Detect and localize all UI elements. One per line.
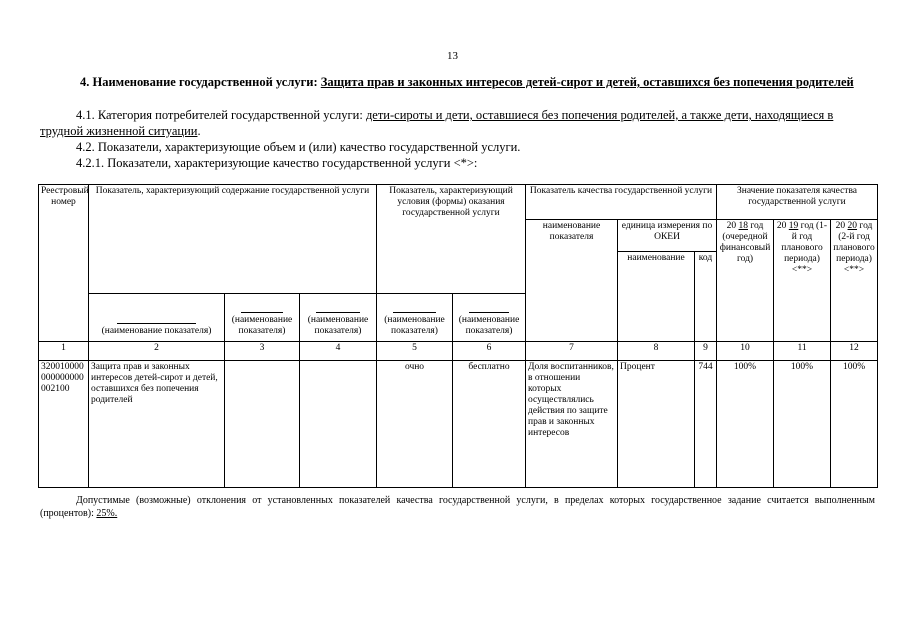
header-unit-okei: единица измерения по ОКЕИ	[618, 220, 717, 252]
quality-indicators-heading: 4.2.1. Показатели, характеризующие качество государственной услуги <*>:	[76, 156, 478, 170]
column-number: 8	[618, 342, 695, 361]
service-form: очно	[377, 361, 453, 488]
indicators-heading: 4.2. Показатели, характеризующие объем и (или) качество государственной услуги.	[76, 140, 521, 154]
column-number: 10	[717, 342, 774, 361]
column-numbers-row	[39, 342, 878, 361]
subheader-name-4: (наименование показателя)	[377, 294, 453, 342]
unit-name: Процент	[618, 361, 695, 488]
content-indicator-value-2	[225, 361, 300, 488]
subheader-name-3: (наименование показателя)	[300, 294, 377, 342]
value-2020: 100%	[831, 361, 878, 488]
header-indicator-name: наименование показателя	[526, 220, 618, 342]
header-unit-name: наименование	[618, 252, 695, 342]
column-number: 3	[225, 342, 300, 361]
registry-number: 320010000000000000002100	[39, 361, 89, 488]
subheader-name-5: (наименование показателя)	[453, 294, 526, 342]
service-name: Защита прав и законных интересов детей-сирот и детей, оставшихся без попечения родителей	[320, 75, 854, 89]
consumer-category-value: дети-сироты и дети, оставшиеся без попечения родителей, а также дети, находящиеся в трудной жизненной ситуации	[40, 108, 834, 138]
header-year-2: 20 19 год (1-й год планового периода) <**>	[774, 220, 831, 342]
column-number: 7	[526, 342, 618, 361]
header-registry-number: Реестровый номер	[39, 185, 89, 342]
column-number: 4	[300, 342, 377, 361]
subheader-name-2: (наименование показателя)	[225, 294, 300, 342]
content-indicator-value-3	[300, 361, 377, 488]
column-number: 9	[695, 342, 717, 361]
column-number: 11	[774, 342, 831, 361]
allowed-deviation-note	[40, 494, 875, 520]
section-4-label: 4. Наименование государственной услуги:	[80, 75, 318, 89]
header-conditions-indicator: Показатель, характеризующий условия (формы) оказания государственной услуги	[377, 185, 526, 294]
allowed-deviation-text: Допустимые (возможные) отклонения от установленных показателей качества государственной услуги, в пределах которых государственное задание считается выполненным (процентов):	[40, 495, 875, 519]
column-number: 2	[89, 342, 225, 361]
column-number: 12	[831, 342, 878, 361]
table-row	[39, 361, 878, 488]
content-indicator-value: Защита прав и законных интересов детей-сирот и детей, оставшихся без попечения родителей	[89, 361, 225, 488]
unit-code: 744	[695, 361, 717, 488]
header-year-1: 20 18 год (очередной финансовый год)	[717, 220, 774, 342]
quality-indicators-table	[38, 184, 878, 488]
page-number: 13	[447, 50, 458, 62]
header-quality-indicator: Показатель качества государственной услуги	[526, 185, 717, 220]
header-unit-code: код	[695, 252, 717, 342]
column-number: 1	[39, 342, 89, 361]
header-year-3: 20 20 год (2-й год планового периода) <**>	[831, 220, 878, 342]
column-number: 5	[377, 342, 453, 361]
allowed-deviation-value: 25%.	[96, 508, 118, 519]
header-quality-values: Значение показателя качества государственной услуги	[717, 185, 878, 220]
quality-indicator-name: Доля воспитанников, в отношении которых осуществлялись действия по защите прав и законных интересов	[526, 361, 618, 488]
consumer-category: 4.1. Категория потребителей государственной услуги: дети-сироты и дети, оставшиеся без попечения родителей, а также дети, находящиеся в трудной жизненной ситуации.	[40, 108, 834, 138]
service-payment: бесплатно	[453, 361, 526, 488]
header-content-indicator: Показатель, характеризующий содержание государственной услуги	[89, 185, 377, 294]
value-2018: 100%	[717, 361, 774, 488]
consumer-category-label: 4.1. Категория потребителей государственной услуги:	[76, 108, 363, 122]
subheader-name-1: (наименование показателя)	[89, 294, 225, 342]
value-2019: 100%	[774, 361, 831, 488]
column-number: 6	[453, 342, 526, 361]
section-4-heading	[40, 74, 875, 90]
